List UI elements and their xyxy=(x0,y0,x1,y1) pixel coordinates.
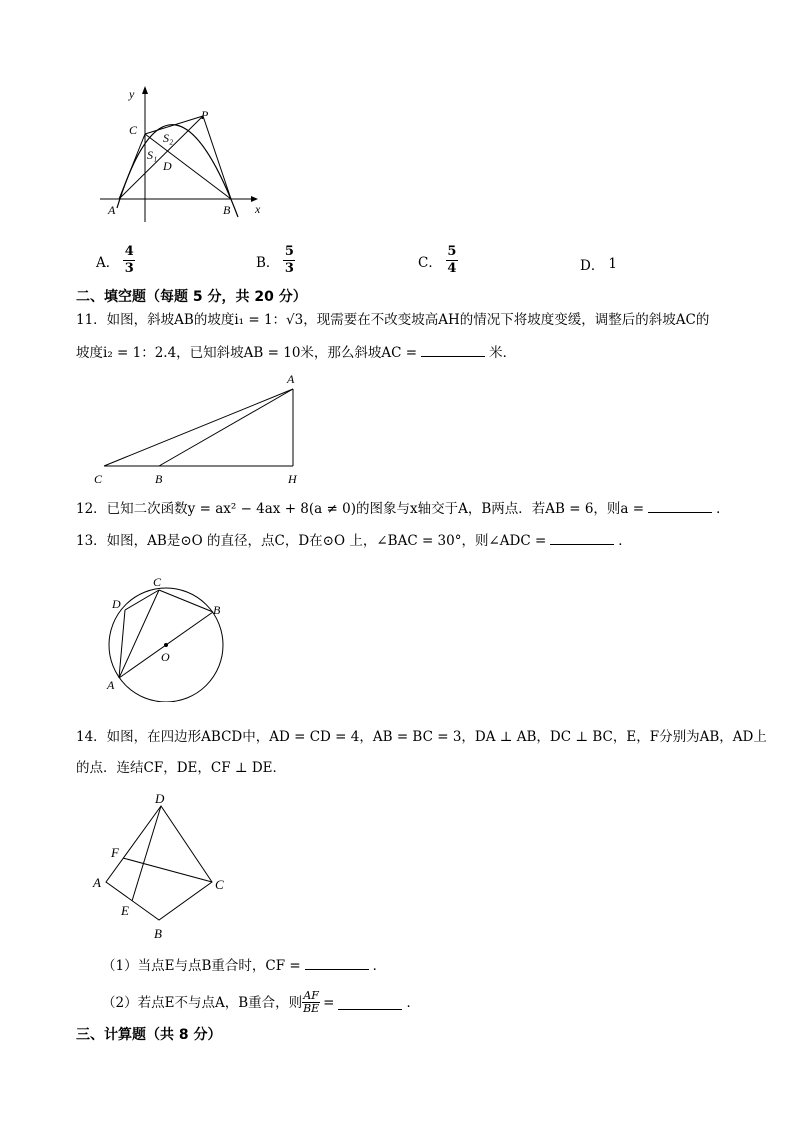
q13-end: ． xyxy=(618,533,632,549)
option-d-letter: D． xyxy=(580,258,605,274)
option-a-den: 3 xyxy=(124,261,134,276)
q11-answer-blank[interactable] xyxy=(421,342,485,357)
label-P: P xyxy=(201,108,209,122)
label-B: B xyxy=(154,926,162,941)
q14-sub1-answer-blank[interactable] xyxy=(305,955,369,970)
q13-text: 13．如图，AB是⊙O 的直径，点C，D在⊙O 上，∠BAC = 30°，则∠ADC = xyxy=(76,533,547,549)
label-C: C xyxy=(215,877,224,892)
option-c-letter: C． xyxy=(418,254,442,271)
q14-sub2-fraction xyxy=(302,990,320,1015)
label-S2: S₂ xyxy=(163,131,174,145)
q14-sub1 xyxy=(102,955,386,976)
option-b xyxy=(256,245,295,276)
q11-line2-text: 坡度i₂ = 1：2.4，已知斜坡AB = 10米，那么斜坡AC = xyxy=(76,345,418,361)
q14-sub2 xyxy=(102,990,420,1015)
label-C: C xyxy=(94,472,103,486)
q13-line xyxy=(76,530,632,551)
label-D: D xyxy=(163,159,172,173)
label-C: C xyxy=(129,123,138,137)
q14-sub2-eq: = xyxy=(323,994,335,1011)
label-E: E xyxy=(121,903,129,918)
y-axis-label: y xyxy=(129,87,135,101)
q14-sub2-answer-blank[interactable] xyxy=(338,995,402,1010)
option-c xyxy=(418,245,458,276)
option-a-letter: A． xyxy=(96,254,120,271)
x-axis-label: x xyxy=(255,202,261,216)
option-c-num: 5 xyxy=(447,244,457,259)
q14-sub1-end: ． xyxy=(372,958,387,974)
label-B: B xyxy=(155,472,163,486)
option-a xyxy=(96,245,135,276)
q13-answer-blank[interactable] xyxy=(550,530,614,545)
q12-text: 12．已知二次函数y = ax² − 4ax + 8(a ≠ 0)的图象与x轴交于A，B两点．若AB = 6，则a = xyxy=(76,501,645,517)
label-H: H xyxy=(288,472,297,486)
q12-line xyxy=(76,498,730,519)
q14-sub2-den: BE xyxy=(303,1002,320,1015)
label-A: A xyxy=(108,203,116,217)
q11-line2-end: 米． xyxy=(489,345,517,361)
label-C: C xyxy=(153,575,162,589)
label-A: A xyxy=(93,875,101,890)
label-D: D xyxy=(112,597,121,611)
q13-figure xyxy=(100,572,235,702)
q11-line2 xyxy=(76,342,516,363)
option-b-letter: B． xyxy=(256,254,280,271)
label-S1: S₁ xyxy=(147,148,158,162)
option-d xyxy=(580,254,617,274)
label-B: B xyxy=(223,203,231,217)
q14-sub2-num: AF xyxy=(303,989,319,1002)
section-heading-fill-blank: 二、填空题（每题 5 分，共 20 分） xyxy=(76,289,307,305)
option-a-num: 4 xyxy=(124,244,134,259)
q14-sub2-text: （2）若点E不与点A，B重合，则 xyxy=(102,994,303,1011)
option-b-den: 3 xyxy=(284,261,294,276)
label-F: F xyxy=(111,845,119,860)
label-A: A xyxy=(107,678,115,692)
option-d-value: 1 xyxy=(608,256,617,272)
q12-end: ． xyxy=(716,501,730,517)
section-heading-calculation: 三、计算题（共 8 分） xyxy=(76,1027,222,1043)
label-O: O xyxy=(161,650,170,664)
q12-answer-blank[interactable] xyxy=(648,498,712,513)
label-D: D xyxy=(155,791,165,806)
option-b-fraction xyxy=(283,245,295,276)
q14-line2: 的点．连结CF，DE，CF ⊥ DE． xyxy=(76,760,287,776)
label-A: A xyxy=(287,372,295,386)
q14-sub2-end: ． xyxy=(406,994,420,1011)
option-c-den: 4 xyxy=(447,261,457,276)
q14-sub1-text: （1）当点E与点B重合时，CF = xyxy=(102,958,301,974)
q11-line1: 11．如图，斜坡AB的坡度i₁ = 1：√3，现需要在不改变坡高AH的情况下将坡度变缓，调整后的斜坡AC的 xyxy=(76,312,710,328)
option-a-fraction xyxy=(123,245,135,276)
q10-figure xyxy=(95,82,275,222)
option-c-fraction xyxy=(446,245,458,276)
q11-figure xyxy=(88,370,308,488)
q14-line1: 14．如图，在四边形ABCD中，AD = CD = 4，AB = BC = 3，DA ⊥ AB，DC ⊥ BC，E，F分别为AB，AD上 xyxy=(76,729,767,745)
option-b-num: 5 xyxy=(284,244,294,259)
label-B: B xyxy=(213,603,221,617)
q14-figure xyxy=(88,788,238,943)
